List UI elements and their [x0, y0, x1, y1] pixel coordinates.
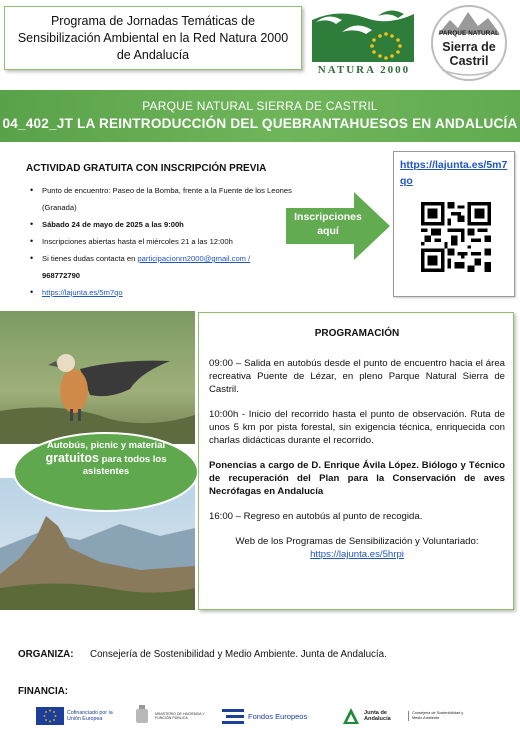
- eu-logo-text: Cofinanciado por la Unión Europea: [67, 710, 113, 722]
- park-logo-label: PARQUE NATURAL: [438, 30, 500, 37]
- qr-link[interactable]: https://lajunta.es/5m7qo: [400, 159, 508, 187]
- activity-heading: ACTIVIDAD GRATUITA CON INSCRIPCIÓN PREVIA: [26, 163, 267, 174]
- bearded-vulture-photo: [0, 311, 195, 444]
- registration-deadline: [26, 233, 294, 250]
- signup-arrow-label[interactable]: Inscripciones aquí: [294, 211, 362, 237]
- eu-flag-icon: [36, 707, 64, 725]
- junta-logo-text: Junta de Andalucía: [364, 709, 391, 722]
- eu-logo: [36, 705, 127, 727]
- event-date: [26, 216, 294, 233]
- funder-logos: [36, 705, 506, 727]
- volunteer-web-link[interactable]: https://lajunta.es/5hrpi: [310, 549, 404, 560]
- qr-code-icon[interactable]: [421, 202, 491, 272]
- activity-link-item: [26, 284, 294, 301]
- junta-andalucia-icon: [342, 707, 360, 725]
- schedule-item-departure: 09:00 – Salida en autobús desde el punto de encuentro hacia el área recreativa Puente de Lézar, en pleno Parque Natural Sierra de Castril.: [209, 358, 505, 395]
- activity-details: [26, 182, 294, 301]
- contact-separator: /: [246, 254, 251, 263]
- schedule-item-return: 16:00 – Regreso en autobús al punto de recogida.: [209, 511, 423, 522]
- spain-coat-of-arms-icon: [132, 705, 152, 727]
- european-funds-text: Fondos Europeos: [248, 711, 308, 721]
- schedule-title: PROGRAMACIÓN: [314, 328, 400, 339]
- ministry-logo-text: MINISTERIO DE HACIENDA Y FUNCIÓN PÚBLICA: [155, 711, 205, 720]
- qr-box: [393, 151, 515, 297]
- free-services-line1: Autobús, picnic y material: [46, 440, 166, 451]
- european-funds-icon: [222, 707, 244, 725]
- event-date-text: Sábado 24 de mayo de 2025 a las 9:00h: [42, 220, 184, 229]
- organizer-line: [18, 649, 387, 660]
- junta-logo: [342, 705, 398, 727]
- contact-phone: 968772790: [42, 271, 81, 280]
- schedule-item-route: 10:00h - Inicio del recorrido hasta el punto de observación. Ruta de unos 5 km por pista forestal, sin exigencia técnica, enriquecida con charlas didácticas durante el recorrido.: [209, 409, 505, 446]
- volunteer-web-label: Web de los Programas de Sensibilización y Voluntariado:: [235, 536, 479, 547]
- free-services-highlight: gratuitos: [45, 451, 99, 465]
- organizer-value: Consejería de Sostenibilidad y Medio Ambiente. Junta de Andalucía.: [90, 649, 387, 660]
- funding-label: FINANCIA:: [18, 686, 69, 697]
- contact-prefix: Si tienes dudas contacta en: [42, 254, 138, 263]
- activity-info: [26, 163, 294, 301]
- consejeria-logo-text: Consejería de Sostenibilidad y Medio Ambiente: [408, 711, 468, 720]
- contact-info: [26, 250, 294, 284]
- contact-email-link[interactable]: participacionrn2000@gmail.com: [137, 254, 247, 263]
- organizer-label: ORGANIZA:: [18, 649, 74, 660]
- deadline-text: Inscripciones abiertas hasta el miércoles 21 a las 12:00h: [42, 237, 233, 246]
- free-services-text: [36, 440, 176, 478]
- free-services-line2: para todos los asistentes: [82, 454, 167, 477]
- schedule-item-talks: Ponencias a cargo de D. Enrique Ávila López. Biólogo y Técnico de recuperación del Plan para la Conservación de aves Necrófagas en Andalucía: [209, 460, 505, 497]
- park-name: PARQUE NATURAL SIERRA DE CASTRIL: [142, 99, 378, 113]
- volunteer-web: [209, 535, 505, 561]
- consejeria-logo: [404, 705, 468, 727]
- natura-2000-wordmark: NATURA 2000: [317, 64, 411, 76]
- program-schedule: [198, 312, 514, 610]
- program-title-box: [4, 6, 302, 70]
- activity-link[interactable]: https://lajunta.es/5m7qo: [42, 288, 123, 297]
- european-funds-logo: [222, 705, 307, 727]
- program-title: Programa de Jornadas Temáticas de Sensibilización Ambiental en la Red Natura 2000 de Andalucía: [17, 13, 289, 62]
- title-band: [0, 90, 520, 142]
- meeting-point: [26, 182, 294, 216]
- ministry-logo: [132, 705, 209, 727]
- meeting-point-text: Punto de encuentro: Paseo de la Bomba, frente a la Fuente de los Leones (Granada): [42, 186, 292, 212]
- event-title: 04_402_JT LA REINTRODUCCIÓN DEL QUEBRANTAHUESOS EN ANDALUCÍA: [2, 116, 518, 131]
- park-logo-name: Sierra de Castril: [442, 40, 496, 68]
